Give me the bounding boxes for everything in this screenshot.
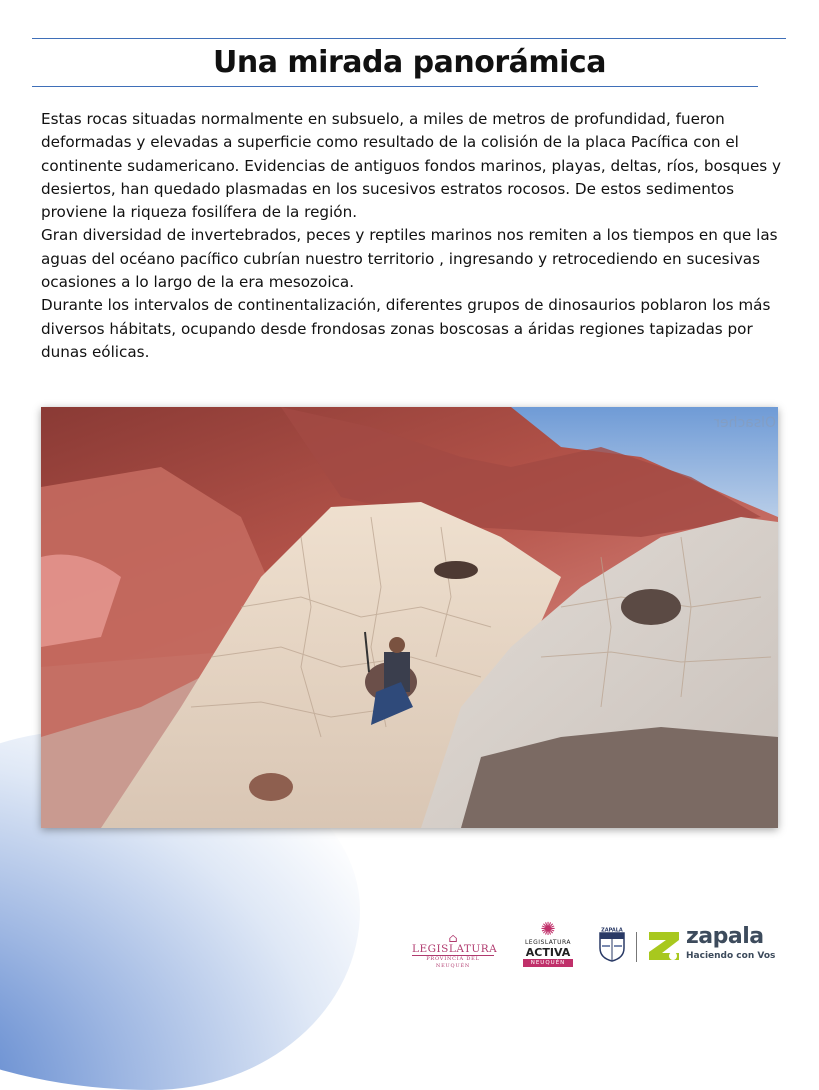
rock-landscape-image <box>41 407 778 828</box>
legislatura-name: LEGISLATURA <box>412 943 498 955</box>
legislatura-sub: PROVINCIA DEL NEUQUÉN <box>412 955 494 970</box>
legislatura-activa-logo <box>517 921 579 967</box>
paragraph-1: Estas rocas situadas normalmente en subsuelo, a miles de metros de profundidad, fueron deformadas y elevadas a superficie como resultado de la colisión de la placa Pacífica con el continente sudamericano. Evidencias de antiguos fondos marinos, playas, deltas, ríos, bosques y desiertos, han quedado plasmadas en los sucesivos estratos rocosos. De estos sedimentos proviene la riqueza fosilífera de la región. <box>41 110 782 222</box>
dome-icon: ⌂ <box>448 931 458 945</box>
title-underline <box>32 86 758 87</box>
activa-line2: ACTIVA <box>525 946 571 959</box>
burst-icon: ✺ <box>540 919 556 940</box>
zapala-shield-icon <box>599 926 625 962</box>
paragraph-3: Durante los intervalos de continentalización, diferentes grupos de dinosaurios poblaron los más diversos hábitats, ocupando desde frondosas zonas boscosas a áridas regiones tapizadas por dunas eólicas. <box>41 296 771 361</box>
page-title: Una mirada panorámica <box>213 45 606 80</box>
shield-label: ZAPALA <box>601 927 623 934</box>
activa-line1: LEGISLATURA <box>524 939 572 946</box>
activa-line3: NEUQUÉN <box>523 959 573 967</box>
zapala-z-icon <box>646 929 682 963</box>
landscape-photo <box>41 407 778 828</box>
body-text <box>41 108 786 364</box>
photo-watermark: Olsacher <box>714 415 776 431</box>
zapala-tagline: Haciendo con Vos <box>686 951 776 961</box>
paragraph-2: Gran diversidad de invertebrados, peces y reptiles marinos nos remiten a los tiempos en que las aguas del océano pacífico cubrían nuestro territorio , ingresando y retrocediendo en sucesivas ocasiones a lo largo de la era mesozoica. <box>41 226 778 292</box>
logo-divider <box>636 932 637 962</box>
legislatura-logo <box>412 931 498 970</box>
zapala-wordmark: zapala <box>686 924 764 949</box>
top-rule <box>32 38 786 39</box>
